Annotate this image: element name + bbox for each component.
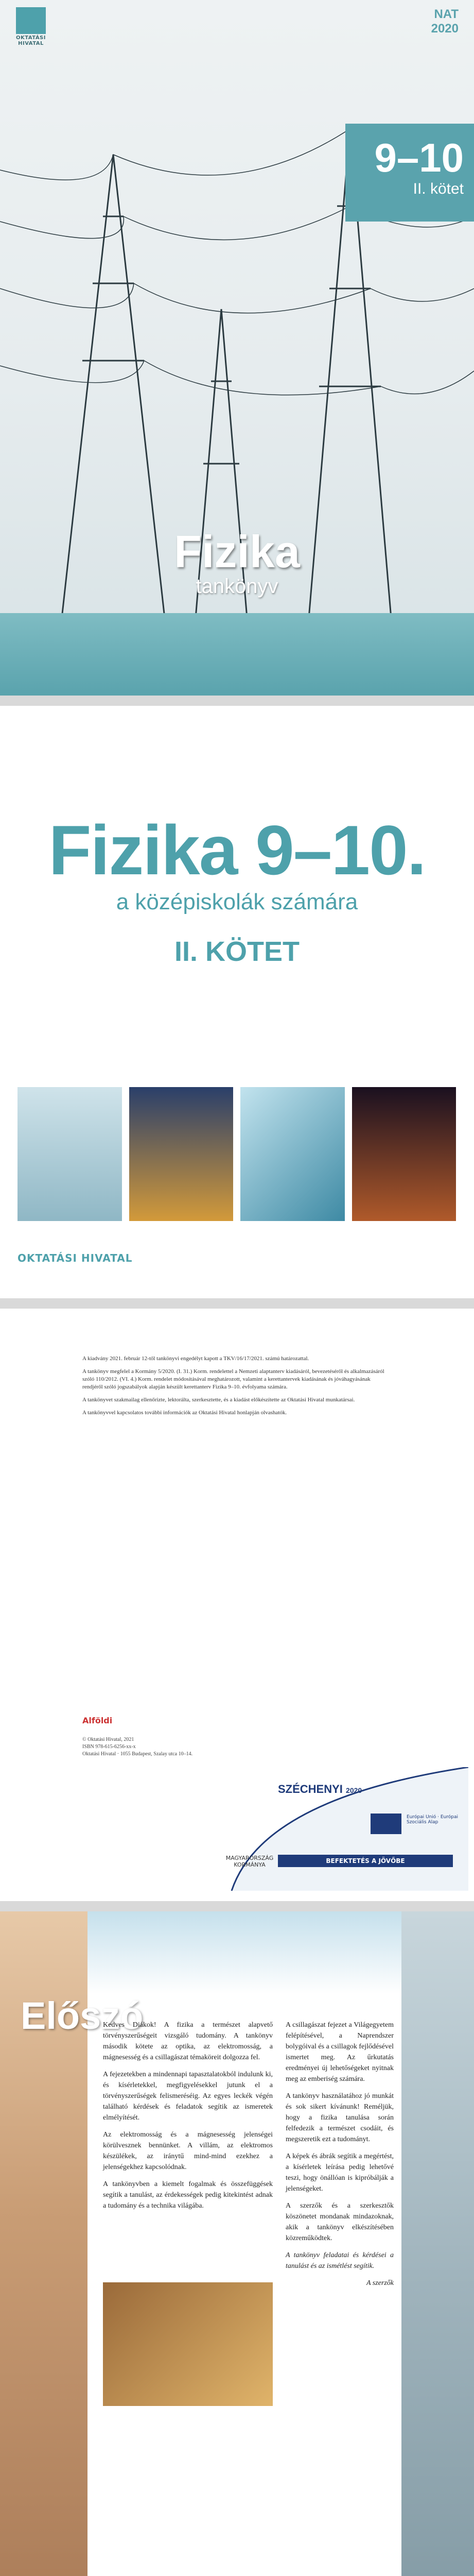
impressum-page	[0, 1309, 474, 1901]
grade-badge	[345, 124, 474, 222]
cover-page	[0, 0, 474, 696]
volume-label: II. kötet	[413, 180, 464, 197]
nat-year: 2020	[431, 22, 459, 36]
impressum-paragraph: A kiadvány 2021. február 12-től tankönyvi engedélyt kapott a TKV/16/17/2021. számú határozattal.	[82, 1355, 309, 1362]
photo-lens	[240, 1087, 345, 1221]
preface-image-right	[401, 1911, 474, 2576]
cover-bottom-band	[0, 613, 474, 696]
preface-signature: A szerzők	[366, 2279, 394, 2287]
impressum-text	[82, 1355, 391, 1422]
photo-airplane	[17, 1087, 122, 1221]
publisher-logo	[10, 7, 51, 54]
nat-label: NAT	[434, 7, 459, 21]
preface-paragraph: A szerzők és a szerkesztők köszönetet mondanak mindazoknak, akik a tankönyv elkészítésében közreműködtek.	[286, 2202, 394, 2242]
preface-column-left	[103, 2020, 273, 2217]
cover-title	[0, 526, 474, 598]
copyright-line: © Oktatási Hivatal, 2021	[82, 1737, 134, 1742]
publisher-logo-text: OKTATÁSI HIVATAL	[16, 35, 46, 46]
cover-title-main: Fizika	[174, 526, 300, 577]
nat-badge	[431, 7, 459, 36]
preface-paragraph: A képek és ábrák segítik a megértést, a kísérletek leírása pedig lehetővé teszi, hogy önállóan is kipróbálják a jelenségeket.	[286, 2153, 394, 2193]
publisher-logo-mark	[16, 7, 46, 34]
preface-column-right	[286, 2020, 394, 2295]
szechenyi-title-text: SZÉCHENYI	[278, 1783, 343, 1795]
impressum-paragraph: A tankönyv megfelel a Kormány 5/2020. (I. 31.) Korm. rendelettel a Nemzeti alaptanterv kiadásáról, bevezetéséről és alkalmazásáról szóló 110/2012. (VI. 4.) Korm. rendelet módosításával meghatározott, valamint a kerettantervek kiadásának és jóváhagyásának rendjéről szóló jogszabályok alapján készült kerettanterv Fizika 9–10. évfolyama számára.	[82, 1368, 384, 1390]
szechenyi-year: 2020	[346, 1786, 362, 1794]
impressum-footer	[82, 1736, 391, 1758]
eu-label: Európai Unió · Európai Szociális Alap	[407, 1815, 458, 1825]
preface-paragraph: Az elektromosság és a mágnesesség jelenségei körülvesznek bennünket. A villám, az elektromos készülékek, az iránytű mind-mind ezekhez a jelenségekhez kapcsolódnak.	[103, 2131, 273, 2171]
preface-paragraph: A tankönyv használatához jó munkát és sok sikert kívánunk! Reméljük, hogy a fizika tanulása során felfedezik a természet csodáit, és megszeretik ezt a tudományt.	[286, 2092, 394, 2143]
printer-logo: Alföldi	[82, 1716, 113, 1725]
isbn-line: ISBN 978-615-6256-xx-x	[82, 1744, 136, 1750]
szechenyi-banner	[201, 1767, 468, 1891]
book-subtitle: a középiskolák számára	[116, 889, 358, 914]
preface-paragraph: A fejezetekben a mindennapi tapasztalatokból indulunk ki, és kísérletekkel, megfigyelésekkel jutunk el a törvényszerűségek felismeréséig. Az egyes leckék végén található kérdések és feladatok segítik az ismeretek elmélyítését.	[103, 2071, 273, 2122]
photo-lightning	[129, 1087, 234, 1221]
preface-top-image	[87, 1911, 401, 1994]
grade-label: 9–10	[374, 135, 464, 180]
preface-note: A tankönyv feladatai és kérdései a tanulást és az ismétlést segítik.	[286, 2251, 394, 2270]
book-title: Fizika 9–10.	[48, 811, 426, 889]
title-publisher: OKTATÁSI HIVATAL	[17, 1252, 133, 1264]
address-line: Oktatási Hivatal · 1055 Budapest, Szalay utca 10–14.	[82, 1751, 193, 1757]
szechenyi-title	[278, 1783, 362, 1796]
impressum-paragraph: A tankönyvet szakmailag ellenőrizte, lektorálta, szerkesztette, és a kiadást előkészítette az Oktatási Hivatal munkatársai.	[82, 1397, 355, 1403]
impressum-paragraph: A tankönyvvel kapcsolatos további információk az Oktatási Hivatal honlapján olvashatók.	[82, 1410, 287, 1416]
preface-photo-circuit	[103, 2282, 273, 2406]
title-page	[0, 706, 474, 1298]
title-photo-strip	[17, 1087, 456, 1221]
photo-sparks	[352, 1087, 457, 1221]
cover-title-sub: tankönyv	[196, 575, 278, 598]
szechenyi-bar: BEFEKTETÉS A JÖVŐBE	[278, 1855, 453, 1867]
preface-page	[0, 1911, 474, 2576]
preface-paragraph: A csillagászat fejezet a Világegyetem felépítésével, a Naprendszer bolygóival és a csillagok fejlődésével ismertet meg. Az űrkutatás eredményei új lehetőségeket nyitnak meg az emberiség számára.	[286, 2021, 394, 2083]
book-volume: II. KÖTET	[174, 936, 300, 967]
eu-flag-icon	[371, 1814, 401, 1834]
hu-government-label: MAGYARORSZÁG KORMÁNYA	[225, 1855, 274, 1868]
preface-paragraph: Kedves Diákok! A fizika a természet alapvető törvényszerűségeit vizsgáló tudomány. A tankönyv második kötete az optika, az elektromosság, a mágnesesség és a csillagászat témaköreit dolgozza fel.	[103, 2021, 273, 2061]
preface-paragraph: A tankönyvben a kiemelt fogalmak és összefüggések segítik a tanulást, az érdekességek pedig kitekintést adnak a tudomány és a technika világába.	[103, 2180, 273, 2210]
preface-heading: Előszó	[21, 1994, 144, 2037]
title-block	[0, 811, 474, 968]
